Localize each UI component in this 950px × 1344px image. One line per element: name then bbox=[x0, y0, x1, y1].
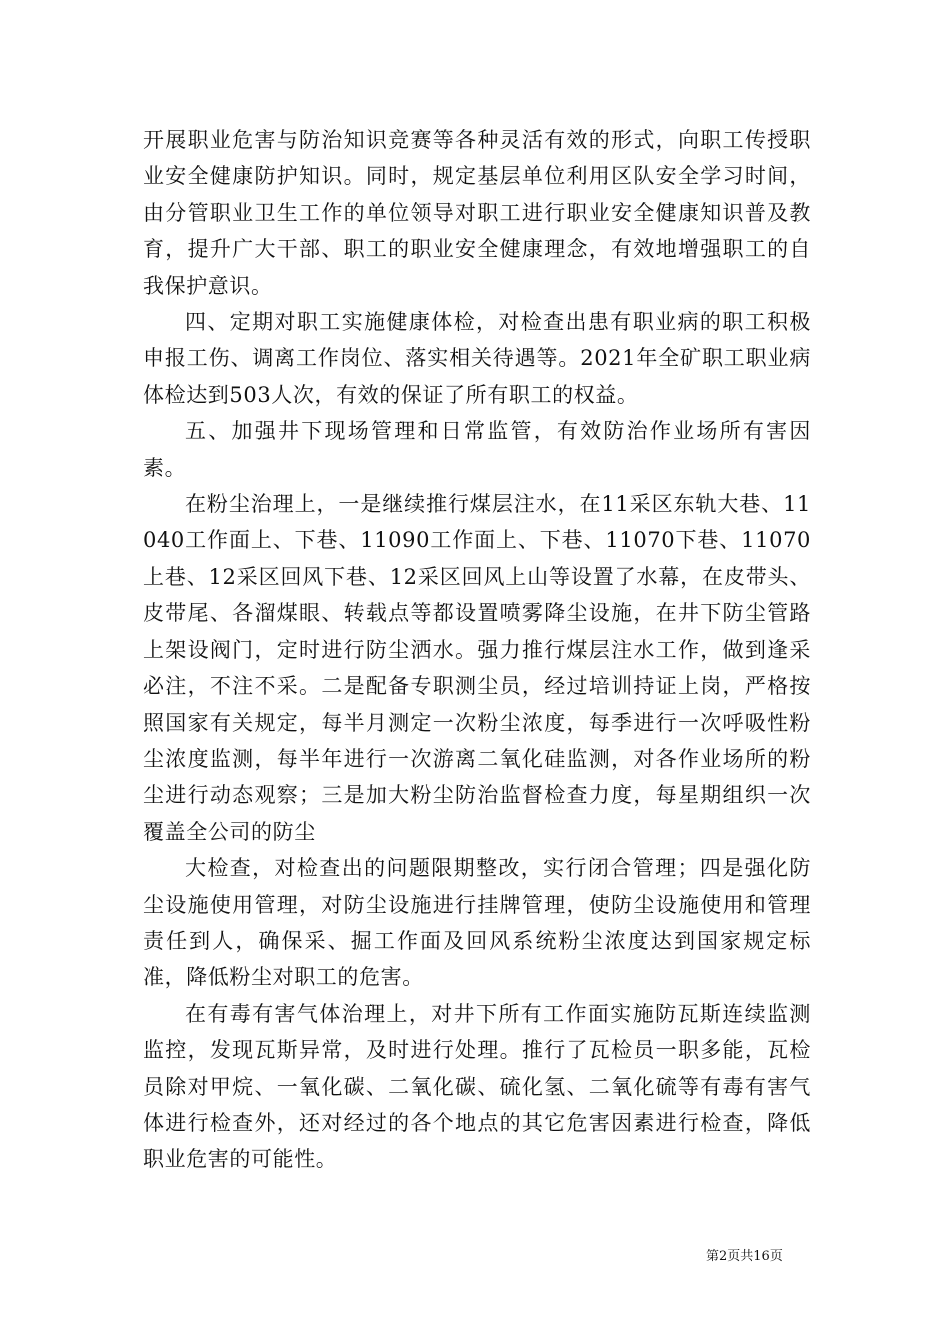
paragraph-4: 在粉尘治理上，一是继续推行煤层注水，在11采区东轨大巷、11040工作面上、下巷、11090工作面上、下巷、11070下巷、11070上巷、12采区回风下巷、12采区回风上山等设置了水幕，在皮带头、皮带尾、各溜煤眼、转载点等都设置喷雾降尘设施，在井下防尘管路上架设阀门，定时进行防尘洒水。强力推行煤层注水工作，做到逢采必注，不注不采。二是配备专职测尘员，经过培训持证上岗，严格按照国家有关规定，每半月测定一次粉尘浓度，每季进行一次呼吸性粉尘浓度监测，每半年进行一次游离二氧化硅监测，对各作业场所的粉尘进行动态观察；三是加大粉尘防治监督检查力度，每星期组织一次覆盖全公司的防尘 bbox=[143, 492, 811, 844]
paragraph-1: 开展职业危害与防治知识竞赛等各种灵活有效的形式，向职工传授职业安全健康防护知识。同时，规定基层单位利用区队安全学习时间，由分管职业卫生工作的单位领导对职工进行职业安全健康知识普及教育，提升广大干部、职工的职业安全健康理念，有效地增强职工的自我保护意识。 bbox=[143, 128, 811, 298]
paragraph-6: 在有毒有害气体治理上，对井下所有工作面实施防瓦斯连续监测监控，发现瓦斯异常，及时进行处理。推行了瓦检员一职多能，瓦检员除对甲烷、一氧化碳、二氧化碳、硫化氢、二氧化硫等有毒有害气体进行检查外，还对经过的各个地点的其它危害因素进行检查，降低职业危害的可能性。 bbox=[143, 1001, 811, 1172]
paragraph-5: 大检查，对检查出的问题限期整改，实行闭合管理；四是强化防尘设施使用管理，对防尘设施进行挂牌管理，使防尘设施使用和管理责任到人，确保采、掘工作面及回风系统粉尘浓度达到国家规定标准，降低粉尘对职工的危害。 bbox=[143, 856, 811, 990]
paragraph-3: 五、加强井下现场管理和日常监管，有效防治作业场所有害因素。 bbox=[143, 419, 811, 480]
body-text bbox=[143, 122, 811, 1178]
page-number: 第2页共16页 bbox=[706, 1249, 783, 1264]
paragraph-2: 四、定期对职工实施健康体检，对检查出患有职业病的职工积极申报工伤、调离工作岗位、落实相关待遇等。2021年全矿职工职业病体检达到503人次，有效的保证了所有职工的权益。 bbox=[143, 310, 811, 407]
